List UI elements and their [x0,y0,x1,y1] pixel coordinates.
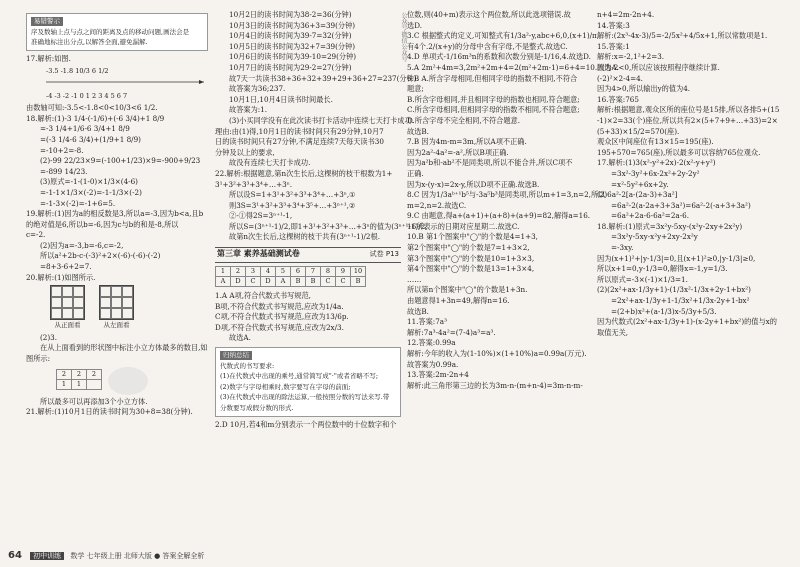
text-line: 解析:x=-2,1²+2=3. [597,52,665,62]
answer-label: 答案全解全析 [162,552,205,560]
text-line: 13.答案:2m-2n+4 [407,370,469,380]
text-line: 所以最多可以再添加3个小立方体. [40,396,148,406]
text-line: 因为x-(y-x)=2x-y,所以D项不正确.故选B. [407,179,540,189]
number-line-axis [46,77,206,87]
text-line: =3x²y-5xy-x²y+2xy-2x²y [611,232,698,242]
top-view-cell: 1 [57,380,72,390]
text-line: 故答案为0.99a. [407,359,459,369]
answer-letter: C [246,277,261,287]
text-line: m=2,n=2.故选C. [407,200,467,210]
answer-letter: C [336,277,351,287]
front-view-grid [50,285,85,320]
text-line: 10月2日的读书时间为38-2=36(分钟) [229,10,352,19]
text-line: 18.解析:(1)原式=3x²y-5xy-(x²y-2xy+2x²y) [597,221,743,231]
column-1 [26,10,208,418]
text-line: 5.A 2m²+4m=3,2m²+2m+4=2(m²+2m-1)=6+4=10.故选A. [407,62,619,72]
section-header [215,247,401,263]
text-line: 17.解析:(1)3(x²-y²+2x)-2(x²-y+y²) [597,158,716,168]
text-line: B.所含字母相同,并且相同字母的指数也相同,符合题意; [407,94,580,104]
text-line: =6a²-2(a-2a+3+3a²)=6a²-2(-a+3+3a²) [611,200,751,210]
text-line: …… [407,274,422,284]
text-line: 题意; [407,84,424,94]
text-line: 16.答案:765 [597,94,639,104]
text-line: 故答案为:1. [229,105,268,115]
text-line: 取值无关, [597,327,629,337]
text-line: 11.答案:7a³ [407,317,447,327]
text-line: 解析:此三角形第三边的长为3m-n-(m+n-4)=3m-n-m- [407,380,583,390]
text-line: 有4个.2/(x+y)的分母中含有字母,不是整式.故选C. [407,41,568,51]
text-line: 9.C 由题意,得a+(a+1)+(a+8)+(a+9)=82,解得a=16. [407,211,591,221]
text-line: 故答案为36;237. [229,84,286,94]
text-line: 则3S=3¹+3²+3³+3⁴+3⁵+…+3ⁿ⁺¹,② [229,200,356,210]
text-line: (2)(2x²+ax-1/3y+1)-(1/3x²-1/3x+2y-1+bx²) [597,285,751,295]
text-line: 解析:7a³-4a²=(7-4)a³=a³. [407,327,496,337]
text-line: 10月5日的读书时间为32+7=39(分钟) [229,41,356,51]
top-view-cell: 2 [72,370,87,380]
front-view [50,285,85,331]
front-view-label: 从正面看 [54,321,81,330]
text-line: 4.D 单项式-1/16m³n的系数和次数分别是-1/16,4.故选D. [407,52,591,62]
text-line: D项,不符合代数式书写规范,应改为2x/3. [215,322,344,332]
text-line: =-899 14/23. [40,166,88,176]
text-line: 因为a²b和-ab²不是同类项,所以不能合并,所以C项不 [407,158,573,168]
text-line: 10月6日的读书时间为39-10=29(分钟) [229,52,357,62]
text-line: 观众区中间座位有13×15=195(座). [597,137,714,147]
text-line: 2.D 10月,若4和m分别表示一个两位数中的十位数字和个 [215,419,397,429]
text-line: C.所含字母相同,但相同字母的指数不相同,不符合题意; [407,105,580,115]
text-line: =-10+2=-8. [40,145,84,155]
text-line: c=-2. [26,230,46,240]
page-footer [8,551,204,563]
text-line: 的绝对值是6,所以b=-6,因为c与b的和是-8,所以 [26,219,179,229]
text-line: ②-①得2S=3ⁿ⁺¹-1, [229,211,293,221]
answer-number: 3 [246,267,261,277]
text-line: 解析:根据题意,观众区所的座位号是15排,所以各排5+(15 [597,105,780,115]
tip-line: 序及数轴上点与点之间的距离及点的移动问题,画法会是 [31,27,190,36]
answer-number: 6 [291,267,306,277]
answer-icon: ● [154,552,161,560]
text-line: (3)小买同学没有在此次读书打卡活动中连续七天打卡成功. [229,115,414,125]
top-view-cell: 2 [57,370,72,380]
text-line: 所以a²+2b-c-(-3)²+2×(-6)-(-6)-(-2) [40,251,161,261]
text-line: 由数轴可知:-3.5<-1.8<0<10/3<6 1/2. [26,103,158,113]
text-line: 日的读书时间只有27分钟,不满足连续7天每天读书30 [215,137,384,147]
text-line: 10月3日的读书时间为36+3=39(分钟) [229,20,356,30]
answer-table [215,266,366,287]
text-line: 17.解析:如图. [26,53,71,63]
tip-line: 准确地标注出分点,以解答全面,避免漏解. [31,38,148,47]
text-line: 所以第n个图案中"◯"的个数是1+3n. [407,285,528,295]
top-view-cell [87,380,102,390]
text-line: 21.解析:(1)10月1日的读书时间为30+8=38(分钟). [26,407,193,417]
text-line: 故选B. [407,126,429,136]
text-line: n+4=2m-2n+4. [597,10,655,19]
text-line: (3)原式=-1-(1-0)×1/3×(4-6) [40,177,138,187]
text-line: 18.解析:(1)-3 1/4-(-1/6)+(-6 3/4)+1 8/9 [26,113,165,123]
text-line: 所以x+1=0,y-1/3=0,解得x=-1,y=1/3. [597,264,728,274]
text-line: 7.B 因为4m-m=3m,所以A项不正确. [407,137,527,147]
text-line: =3x²-3y²+6x-2x²+2y-2y² [611,168,700,178]
text-line: 16所表示的日期对应星期二.故选C. [407,221,520,231]
text-line: 在从上面看到的形状图中标注小立方体最多的数目,如 [40,343,208,353]
text-line: 分钟及以上的要求, [215,147,275,157]
text-line: 第3个图案中"◯"的个数是10=1+3×3, [407,253,535,263]
answer-number: 8 [321,267,336,277]
text-line: D.所含字母不完全相同,不符合题意. [407,115,520,125]
answer-letter: A [276,277,291,287]
text-line: 故选A. [229,333,251,343]
number-line-ticks: -4 -3 -2 -1 0 1 2 3 4 5 6 7 [46,91,128,100]
text-line: 6.B A.所含字母相同,但相同字母的指数不相同,不符合 [407,73,578,83]
answer-letter: B [306,277,321,287]
section-reference: 试卷 P13 [369,250,399,259]
text-line: 第4个图案中"◯"的个数是13=1+3×4, [407,264,535,274]
number-line-figure [46,66,208,101]
brand-label: 初中训练 [30,552,64,560]
answer-letter: A [216,277,231,287]
answer-letter: C [321,277,336,287]
text-line: 3¹+3²+3³+3⁴+…+3ⁿ. [215,179,293,189]
answer-number: 10 [351,267,366,277]
text-line: 解析:(2x³-4x-3)/5=-2/5x²+4/5x+1,所以常数项是1. [597,31,768,41]
summary-line: (1)在代数式中出现的乘号,通常简写成"·"或者省略不写; [220,372,379,381]
answer-letter: B [291,277,306,287]
text-line: 位数,则(40+m)表示这个两位数,所以此选项错误.故 [407,10,571,19]
text-line: 故7天一共读书38+36+32+39+29+36+27=237(分钟). [229,73,419,83]
text-line: 3.C 根据整式的定义,可知整式有1/3a²-y,abc+6,0,(x+1)/π, [407,31,600,41]
text-line: 因为代数式(2x²+ax-1/3y+1)-(x-2y+1+bx²)的值与x的 [597,317,777,327]
text-line: 20.解析:(1)如图所示. [26,272,96,282]
text-line: 因为2a²-4a²=-a²,所以B项正确. [407,147,509,157]
text-line: =2x²+ax-1/3y+1-1/3x²+1/3x-2y+1-bx² [611,296,750,306]
text-line: 因为(x+1)²+|y-1/3|=0,且(x+1)²≥0,|y-1/3|≥0, [597,253,756,263]
text-line: 14.答案:3 [597,20,630,30]
text-line: 8.C 因为1/3aᵇ⁺¹b⁵与-3a⁵b³是同类项,所以m+1=3,n=2,所以 [407,190,606,200]
text-line: (-2)²×2-4=4. [597,73,643,83]
text-line: 所以S=(3ⁿ⁺¹-1)/2,即1+3¹+3²+3³+…+3ⁿ的值为(3ⁿ⁺¹-1)/2, [229,221,428,231]
sidebar-watermark: 公众号·微信公众号 [400,12,407,62]
column-4 [597,10,789,338]
text-line: =(-3 1/4-6 3/4)+(1/9+1 8/9) [40,134,141,144]
text-line: 图所示: [26,354,50,364]
text-line: 15.答案:1 [597,41,630,51]
text-line: (2)3. [40,332,58,342]
view-figures [50,285,208,331]
summary-line: (2)数字与字母相乘时,数字要写在字母的前面; [220,382,351,391]
top-view-cell: 2 [87,370,102,380]
summary-tag: 归纳总结 [220,351,252,360]
text-line: 故第n次生长后,这棵树的枝干共有(3ⁿ⁺¹-1)/2根. [229,232,380,242]
left-view-label: 从左面看 [103,321,130,330]
summary-line: 分数要写成假分数的形式. [220,404,294,412]
tip-tag: 易错警示 [31,17,63,26]
summary-box [215,347,401,417]
text-line: 1.A A项,符合代数式书写规范, [215,291,311,301]
text-line: -1)×2=33(个)座位,所以共有2×(5+7+9+…+33)=2× [597,115,778,125]
text-line: (2)6a²-2[a-(2a-3)+3a²] [597,190,678,200]
text-line: =-1-3×(-2)=-1+6=5. [40,198,116,208]
text-line: 10月1日,10月4日读书时间最长. [229,94,333,104]
stamp-smudge [108,367,148,395]
text-line: 因为4>0,所以输出y的值为4. [597,84,691,94]
answer-number: 2 [231,267,246,277]
text-line: 故没有连续七天打卡成功. [229,158,311,168]
text-line: 12.答案:0.99a [407,338,456,348]
text-line: 第2个图案中"◯"的个数是7=1+3×2, [407,243,530,253]
answer-number: 1 [216,267,231,277]
text-line: 195+570=765(座),所以最多可以容纳765位观众. [597,147,761,157]
text-line: 22.解析:根据题意,第n次生长后,这棵树的枝干根数为1+ [215,168,393,178]
top-view-figure [56,367,208,395]
text-line: =-1-1×1/3×(-2)=-1-1/3×(-2) [40,187,142,197]
text-line: B项,不符合代数式书写规范,应改为1/4a. [215,301,344,311]
answer-letter: D [261,277,276,287]
text-line: =6a²+2a-6-6a²=2a-6. [611,211,689,221]
text-line: 10.B 第1个图案中"◯"的个数是4=1+3, [407,232,538,242]
tip-box [26,13,208,51]
text-line: 所以原式=-3×(-1)×1/3=1. [597,274,688,284]
summary-line: 代数式的书写要求: [220,361,275,370]
text-line: =-3xy. [611,243,634,253]
number-line-points: -3.5 -1.8 10/3 6 1/2 [46,67,109,76]
answer-letter: D [231,277,246,287]
text-line: 因为-2<0,所以应该按照程序继续计算. [597,62,720,72]
left-view [99,285,134,331]
top-view-cell: 1 [72,380,87,390]
text-line: 解析:今年的收入为(1-10%)×(1+10%)a=0.99a(万元). [407,349,587,358]
text-line: (5+33)×15/2=570(座). [597,126,680,136]
text-line: 19.解析:(1)因为a的相反数是3,所以a=-3,因为b<a,且b [26,209,204,219]
left-view-grid [99,285,134,320]
answer-number: 7 [306,267,321,277]
text-line: =8+3-6+2=7. [40,262,92,272]
section-title: 第三章 素养基础测试卷 [217,249,300,259]
subject-label: 数学 七年级上册 北师大版 [70,552,152,560]
text-line: (2)因为a=-3,b=-6,c=-2, [40,240,124,250]
text-line: 正确. [407,168,424,178]
answer-letter: B [351,277,366,287]
text-line: 故选B. [407,306,429,316]
top-view-grid [56,369,102,390]
summary-line: (3)在代数式中出现的除法运算,一般按照分数的写法来写.带 [220,393,390,402]
text-line: (2)-99 22/23×9=(-100+1/23)×9=-900+9/23 [40,156,201,166]
text-line: 10月4日的读书时间为39-7=32(分钟) [229,31,352,41]
text-line: 理由:由(1)得,10月1日的读书时间只有29分钟,10月7 [215,126,384,136]
text-line: 选D. [407,20,422,30]
text-line: 由题意得1+3n=49,解得n=16. [407,296,510,306]
page-number: 64 [8,550,22,561]
text-line: =(2+b)x²+(a-1/3)x-5/3y+5/3. [611,306,717,316]
text-line: =-3 1/4+1/6-6 3/4+1 8/9 [40,124,130,134]
answer-number: 5 [276,267,291,277]
text-line: 所以设S=1+3¹+3²+3³+3⁴+…+3ⁿ,① [229,190,356,200]
text-line: 10月7日的读书时间为29-2=27(分钟) [229,62,352,72]
answer-number: 4 [261,267,276,277]
text-line: C项,不符合代数式书写规范,应改为13/6p. [215,312,349,322]
text-line: =x²-5y²+6x+2y. [611,179,669,189]
answer-number: 9 [336,267,351,277]
